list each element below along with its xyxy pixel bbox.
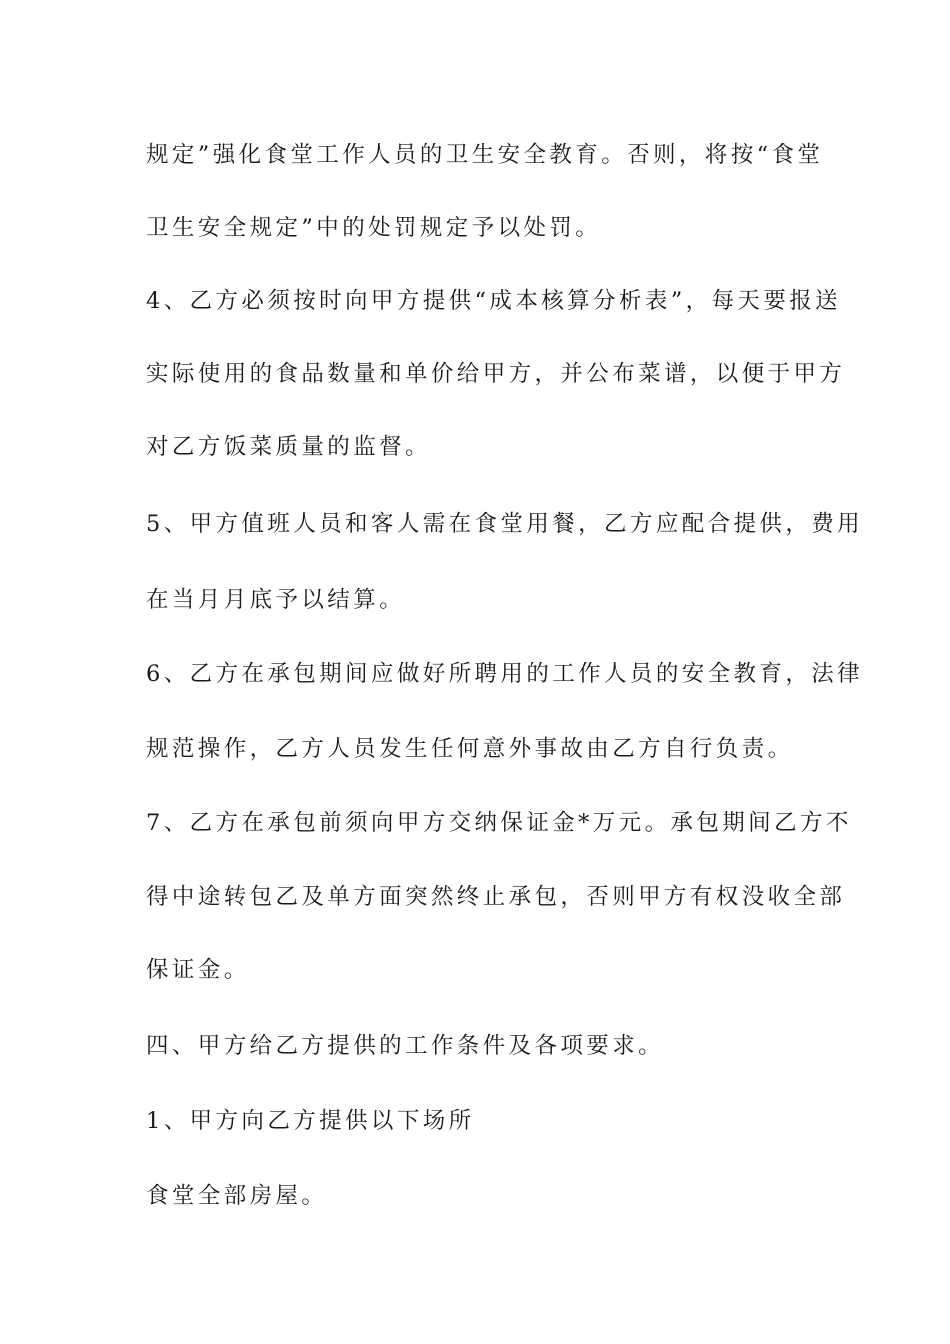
text-line: 4、乙方必须按时向甲方提供“成本核算分析表”，每天要报送 [146, 288, 842, 314]
text-line: 保证金。 [146, 957, 250, 983]
text-line: 5、甲方值班人员和客人需在食堂用餐，乙方应配合提供，费用 [146, 511, 864, 537]
text-line: 得中途转包乙及单方面突然终止承包，否则甲方有权没收全部 [146, 884, 846, 910]
text-line: 对乙方饭菜质量的监督。 [146, 434, 431, 460]
text-line: 食堂全部房屋。 [146, 1183, 328, 1209]
text-line: 7、乙方在承包前须向甲方交纳保证金*万元。承包期间乙方不 [146, 810, 852, 836]
text-line: 规定”强化食堂工作人员的卫生安全教育。否则，将按“食堂 [146, 142, 824, 168]
text-line: 规范操作，乙方人员发生任何意外事故由乙方自行负责。 [146, 736, 794, 762]
text-line: 实际使用的食品数量和单价给甲方，并公布菜谱，以便于甲方 [146, 361, 846, 387]
text-line: 卫生安全规定”中的处罚规定予以处罚。 [146, 215, 602, 241]
text-line: 6、乙方在承包期间应做好所聘用的工作人员的安全教育，法律 [146, 661, 864, 687]
text-line: 在当月月底予以结算。 [146, 587, 406, 613]
text-line: 1、甲方向乙方提供以下场所 [146, 1108, 475, 1134]
section-heading: 四、甲方给乙方提供的工作条件及各项要求。 [146, 1033, 665, 1059]
